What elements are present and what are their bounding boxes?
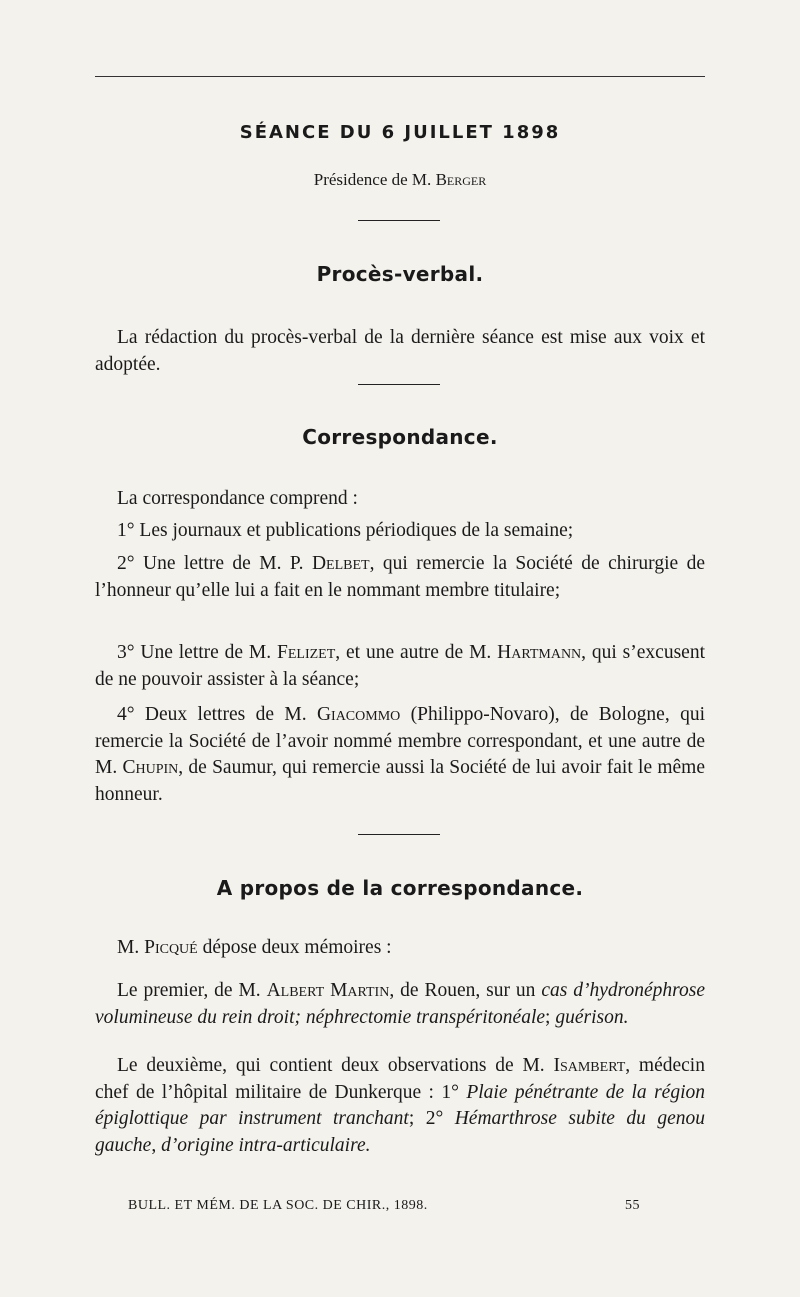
correspondance-item-1: 1° Les journaux et publications périodiques de la semaine; bbox=[117, 520, 574, 541]
person-name-chupin: Chupin bbox=[122, 757, 179, 778]
apropos-intro bbox=[95, 935, 705, 962]
president-name: Berger bbox=[435, 170, 487, 189]
item2-text-b: , qui remercie la Société de chirurgie de l’honneur qu’elle lui a fait en le nommant membre titulaire; bbox=[95, 553, 706, 601]
person-name-isambert: Isambert bbox=[553, 1055, 626, 1076]
apropos-premier-memoire bbox=[95, 978, 705, 1031]
correspondance-item-3 bbox=[95, 640, 705, 693]
p1-text-b: dépose deux mémoires : bbox=[197, 937, 392, 958]
top-rule bbox=[95, 76, 705, 77]
correspondance-item-4 bbox=[95, 702, 705, 808]
heading-correspondance: Correspondance. bbox=[302, 425, 498, 449]
apropos-deuxieme-memoire bbox=[95, 1053, 705, 1159]
item4-text-b: (Philippo-Novaro), de Bologne, qui remercie la Société de l’avoir nommé membre correspondant, et une autre de M. bbox=[95, 704, 705, 778]
person-name-felizet: Felizet bbox=[277, 642, 336, 663]
memoire-title-1-end: guérison. bbox=[555, 1006, 629, 1028]
divider bbox=[358, 834, 440, 835]
p3-text-c: ; 2° bbox=[408, 1108, 455, 1129]
correspondance-intro: La correspondance comprend : bbox=[117, 488, 358, 509]
p1-text-a: M. bbox=[117, 937, 145, 958]
person-name-giacommo: Giacommo bbox=[316, 704, 401, 725]
observation-title-1: Plaie pénétrante de la région épiglottique par instrument tranchant bbox=[95, 1081, 705, 1129]
person-name-delbet: Delbet bbox=[311, 553, 370, 574]
item3-text-c: , qui s’excusent de ne pouvoir assister à la séance; bbox=[95, 642, 705, 690]
p2-text-c: ; bbox=[545, 1006, 556, 1028]
p2-text-b: , de Rouen, sur un bbox=[389, 980, 542, 1001]
presidence-line bbox=[95, 170, 705, 190]
divider bbox=[358, 384, 440, 385]
seance-title: SÉANCE DU 6 JUILLET 1898 bbox=[239, 122, 561, 143]
item3-text-a: 3° Une lettre de M. bbox=[117, 642, 278, 663]
p2-text-a: Le premier, de M. bbox=[117, 980, 267, 1001]
correspondance-item-2 bbox=[95, 551, 705, 604]
observation-title-2-end: d’origine intra-articulaire. bbox=[161, 1134, 371, 1156]
heading-proces-verbal: Procès-verbal. bbox=[316, 262, 484, 286]
proces-verbal-text: La rédaction du procès-verbal de la dernière séance est mise aux voix et adoptée. bbox=[95, 327, 705, 375]
presidence-prefix: Présidence de M. bbox=[313, 170, 436, 189]
item2-text-a: 2° Une lettre de M. P. bbox=[117, 553, 312, 574]
person-name-albert-martin: Albert Martin bbox=[266, 980, 390, 1001]
p3-text-b: , médecin chef de l’hôpital militaire de Dunkerque : 1° bbox=[95, 1055, 705, 1103]
observation-title-2: Hémarthrose subite du genou gauche bbox=[95, 1108, 705, 1156]
p3-text-a: Le deuxième, qui contient deux observations de M. bbox=[117, 1055, 554, 1076]
person-name-picque: Picqué bbox=[144, 937, 198, 958]
journal-reference: BULL. ET MÉM. DE LA SOC. DE CHIR., 1898. bbox=[128, 1198, 428, 1213]
heading-apropos: A propos de la correspondance. bbox=[216, 876, 584, 900]
page-number: 55 bbox=[625, 1198, 640, 1213]
item3-text-b: , et une autre de M. bbox=[335, 642, 498, 663]
p3-text-d: , bbox=[151, 1134, 162, 1156]
memoire-title-1: cas d’hydronéphrose volumineuse du rein droit; néphrectomie transpéritonéale bbox=[95, 980, 705, 1028]
person-name-hartmann: Hartmann bbox=[497, 642, 582, 663]
divider bbox=[358, 220, 440, 221]
item4-text-a: 4° Deux lettres de M. bbox=[117, 704, 317, 725]
item4-text-c: , de Saumur, qui remercie aussi la Société de lui avoir fait le même honneur. bbox=[95, 757, 706, 805]
